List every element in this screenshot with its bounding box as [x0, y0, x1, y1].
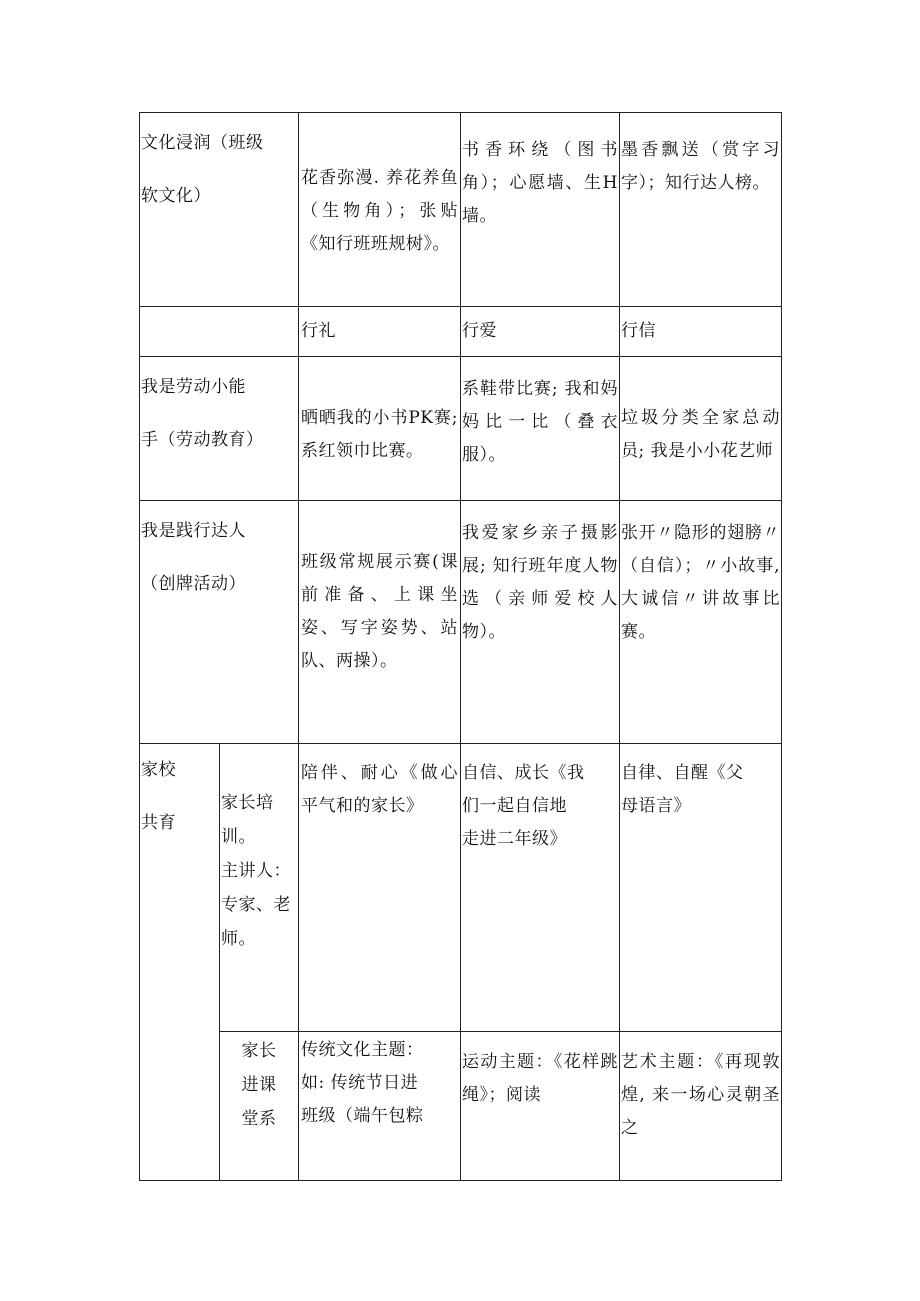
cell-row4-col1: 班级常规展示赛(课前准备、上课坐姿、写字姿势、站队、两操）。: [301, 552, 458, 672]
sub-label-parent-training: 家长培 训。 主讲人： 专家、老 师。: [221, 793, 291, 949]
cell-row5b-col2: 运动主题：《花样跳绳》；阅读: [462, 1052, 618, 1106]
column-divider: [298, 112, 299, 1181]
cell-row3-col2: 系鞋带比赛; 我和妈妈比一比（叠衣服）。: [462, 379, 618, 466]
cell-row5b-col1: 传统文化主题： 如: 传统节日进 班级（端午包粽: [301, 1040, 424, 1127]
table-border-left: [139, 112, 140, 1181]
column-divider: [619, 112, 620, 1181]
cell-row1-col1: 花香弥漫. 养花养鱼（生物角）；张贴《知行班班规树》。: [301, 168, 458, 255]
header-xingai: 行爱: [462, 321, 497, 341]
table-border-right: [781, 112, 782, 1181]
cell-row5a-col2: 自信、成长《我 们一起自信地 走进二年级》: [462, 763, 585, 850]
cell-row3-col3: 垃圾分类全家总动员; 我是小小花艺师: [621, 408, 780, 462]
cell-row4-col2: 我爱家乡亲子摄影展; 知行班年度人物选（亲师爱校人物）。: [462, 523, 618, 643]
row-label-home-school: 家校 共育: [141, 760, 176, 833]
header-xingli: 行礼: [301, 321, 336, 341]
cell-row5b-col3: 艺术主题：《再现敦煌, 来一场心灵朝圣之: [621, 1052, 780, 1139]
cell-row3-col1: 晒晒我的小书PK赛;系红领巾比赛。: [301, 408, 458, 462]
cell-row1-col3: 墨香飘送（赏字习字）；知行达人榜。: [621, 140, 780, 194]
row-divider: [219, 1031, 782, 1032]
column-divider: [460, 112, 461, 1181]
cell-row4-col3: 张开〃隐形的翅膀〃（自信）；〃小故事, 大诚信〃讲故事比赛。: [621, 523, 780, 643]
cell-row1-col2: 书香环绕（图书角）；心愿墙、生H墙。: [462, 140, 618, 227]
sub-label-parent-classroom: 家长 进课 堂系: [241, 1041, 277, 1129]
column-divider: [219, 743, 220, 1181]
row-label-practice: 我是践行达人 （创牌活动）: [141, 521, 246, 594]
row-label-culture: 文化浸润（班级 软文化）: [141, 133, 264, 206]
cell-row5a-col1: 陪伴、耐心《做心平气和的家长》: [301, 763, 458, 817]
row-label-labor: 我是劳动小能 手（劳动教育）: [141, 377, 264, 450]
header-xingxin: 行信: [621, 321, 656, 341]
cell-row5a-col3: 自律、自醒《父 母语言》: [621, 763, 744, 817]
